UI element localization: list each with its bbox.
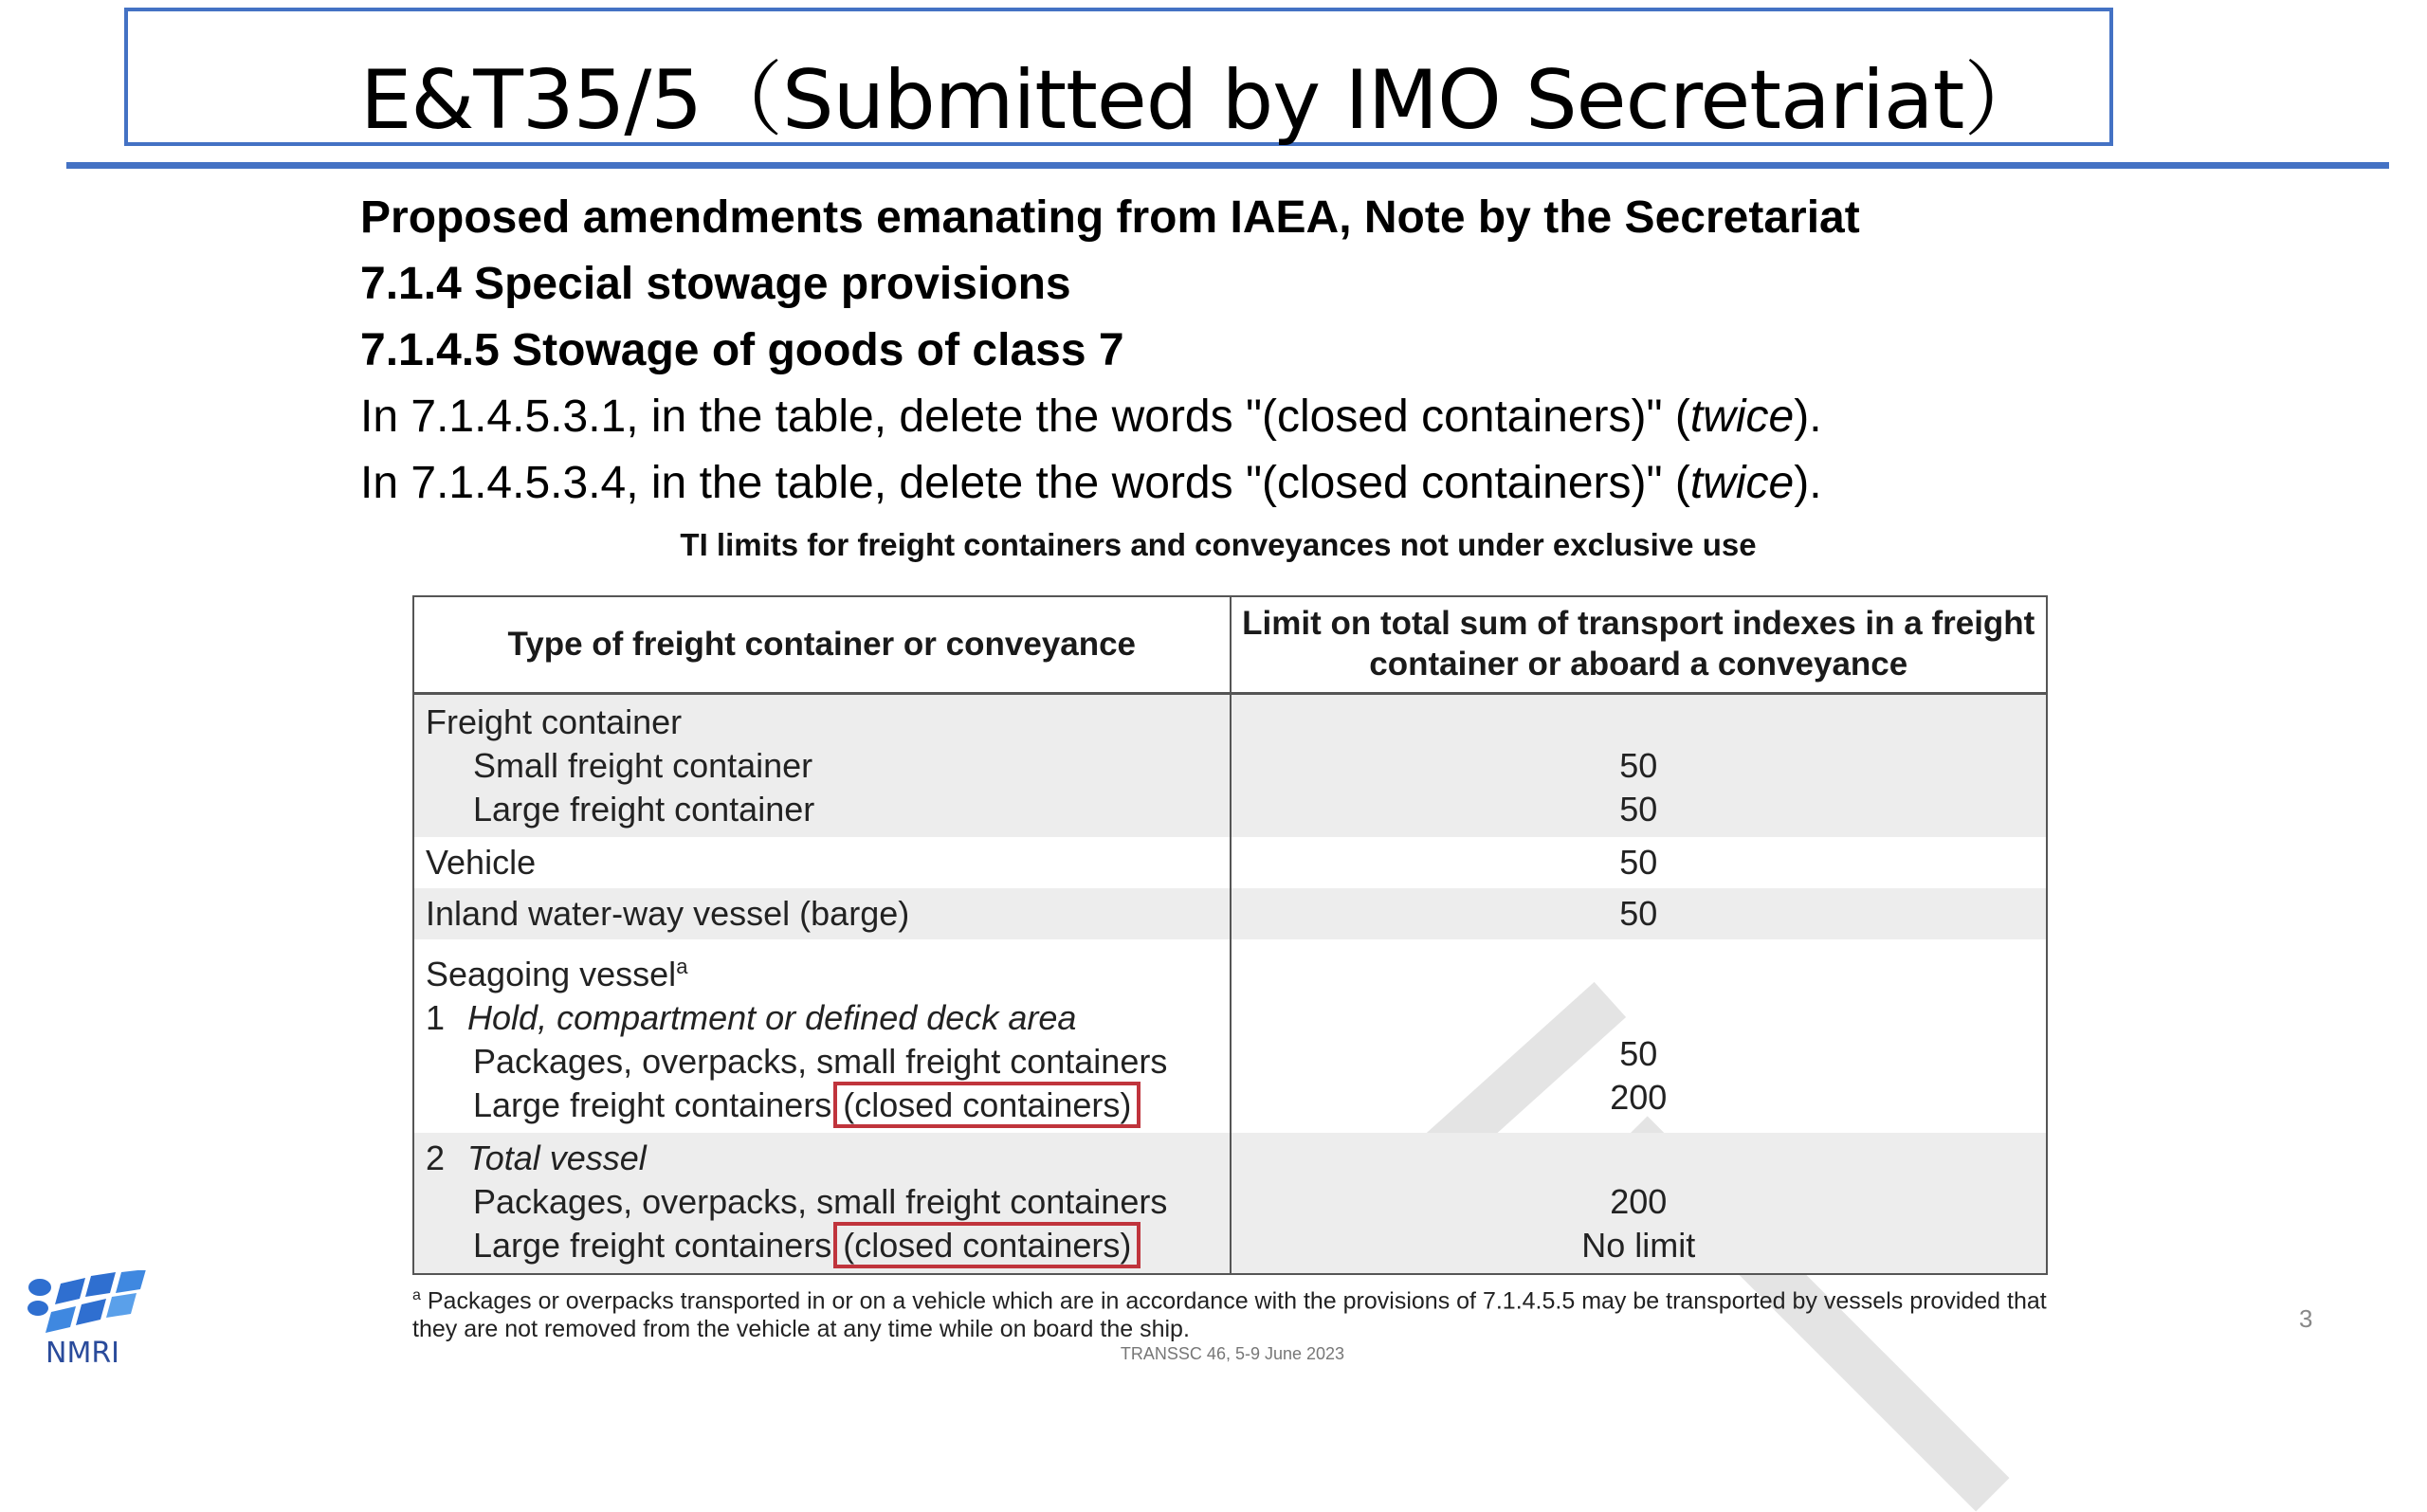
slide-title: E&T35/5（Submitted by IMO Secretariat） <box>360 53 2045 148</box>
table-row-seagoing-hold <box>413 939 2047 1133</box>
instruction-2-end: ). <box>1794 458 1822 508</box>
table-cell <box>1231 939 2048 1133</box>
table-caption-text: TI limits for freight containers and conveyances not under exclusive use <box>680 527 1757 562</box>
instruction-line-1 <box>360 391 1822 443</box>
table-row-inland <box>413 888 2047 939</box>
hold-large-text: Large freight containers <box>473 1085 832 1124</box>
instruction-1-end: ). <box>1794 392 1822 442</box>
seagoing-text: Seagoing vessel <box>426 955 677 993</box>
seagoing-label <box>426 945 1218 996</box>
inland-label: Inland water-way vessel (barge) <box>413 888 1231 939</box>
small-freight-container-label: Small freight container <box>473 746 813 785</box>
conference-label: TRANSSC 46, 5-9 June 2023 <box>1120 1344 1345 1363</box>
instruction-2-text: In 7.1.4.5.3.4, in the table, delete the words "(closed containers)" ( <box>360 458 1690 508</box>
table-cell <box>1231 1133 2048 1274</box>
logo-text: NMRI <box>46 1337 120 1370</box>
hold-packages-label: Packages, overpacks, small freight containers <box>473 1042 1168 1081</box>
total-number: 2 <box>426 1139 446 1177</box>
instruction-1-text: In 7.1.4.5.3.1, in the table, delete the words "(closed containers)" ( <box>360 392 1690 442</box>
footnote-marker: a <box>676 955 688 978</box>
column-header-limit: Limit on total sum of transport indexes in a freight container or aboard a conveyance <box>1231 596 2048 694</box>
hold-label <box>426 996 1218 1040</box>
total-large-text: Large freight containers <box>473 1226 832 1265</box>
hold-large-value: 200 <box>1610 1078 1668 1117</box>
instruction-line-2 <box>360 457 1822 509</box>
total-large-label <box>426 1224 1218 1267</box>
heading-proposed-amendments: Proposed amendments emanating from IAEA, Note by the Secretariat <box>360 192 1860 243</box>
highlight-closed-containers-1: (closed containers) <box>833 1082 1141 1128</box>
heading-special-stowage: 7.1.4 Special stowage provisions <box>360 259 1071 309</box>
page-number: 3 <box>2299 1304 2313 1333</box>
freight-container-label: Freight container <box>426 702 683 741</box>
inland-value: 50 <box>1231 888 2048 939</box>
hold-large-label <box>426 1084 1218 1127</box>
large-freight-container-value: 50 <box>1619 790 1658 829</box>
small-freight-container-value: 50 <box>1619 746 1658 785</box>
table-cell <box>413 1133 1231 1274</box>
instruction-1-emphasis: twice <box>1689 392 1795 442</box>
total-label <box>426 1137 1218 1180</box>
table-cell <box>413 939 1231 1133</box>
table-header-row <box>413 596 2047 694</box>
footnote-text: Packages or overpacks transported in or on a vehicle which are in accordance with the provisions of 7.1.4.5.5 may be transported by vessels provided that they are not removed from the vehicle at any time while on board the ship. <box>412 1287 2047 1343</box>
table-footnote <box>412 1282 2081 1343</box>
table-row-vehicle <box>413 837 2047 888</box>
vehicle-value: 50 <box>1231 837 2048 888</box>
title-divider <box>66 162 2389 169</box>
hold-packages-value: 50 <box>1619 1034 1658 1073</box>
table-cell <box>413 694 1231 838</box>
large-freight-container-label: Large freight container <box>473 790 815 829</box>
hold-number: 1 <box>426 998 446 1037</box>
ti-limits-table <box>412 595 2048 1275</box>
table-cell <box>1231 694 2048 838</box>
heading-class-7: 7.1.4.5 Stowage of goods of class 7 <box>360 325 1124 375</box>
table-caption <box>0 527 2427 563</box>
highlight-closed-containers-2: (closed containers) <box>833 1222 1141 1268</box>
total-large-value: No limit <box>1581 1226 1696 1265</box>
table-row-freight-container <box>413 694 2047 838</box>
column-header-type: Type of freight container or conveyance <box>413 596 1231 694</box>
table-row-total-vessel <box>413 1133 2047 1274</box>
hold-text: Hold, compartment or defined deck area <box>467 998 1077 1037</box>
vehicle-label: Vehicle <box>413 837 1231 888</box>
total-packages-value: 200 <box>1610 1182 1668 1221</box>
footnote-mark: a <box>412 1287 421 1303</box>
instruction-2-emphasis: twice <box>1689 458 1795 508</box>
total-packages-label: Packages, overpacks, small freight containers <box>473 1182 1168 1221</box>
total-text: Total vessel <box>467 1139 647 1177</box>
